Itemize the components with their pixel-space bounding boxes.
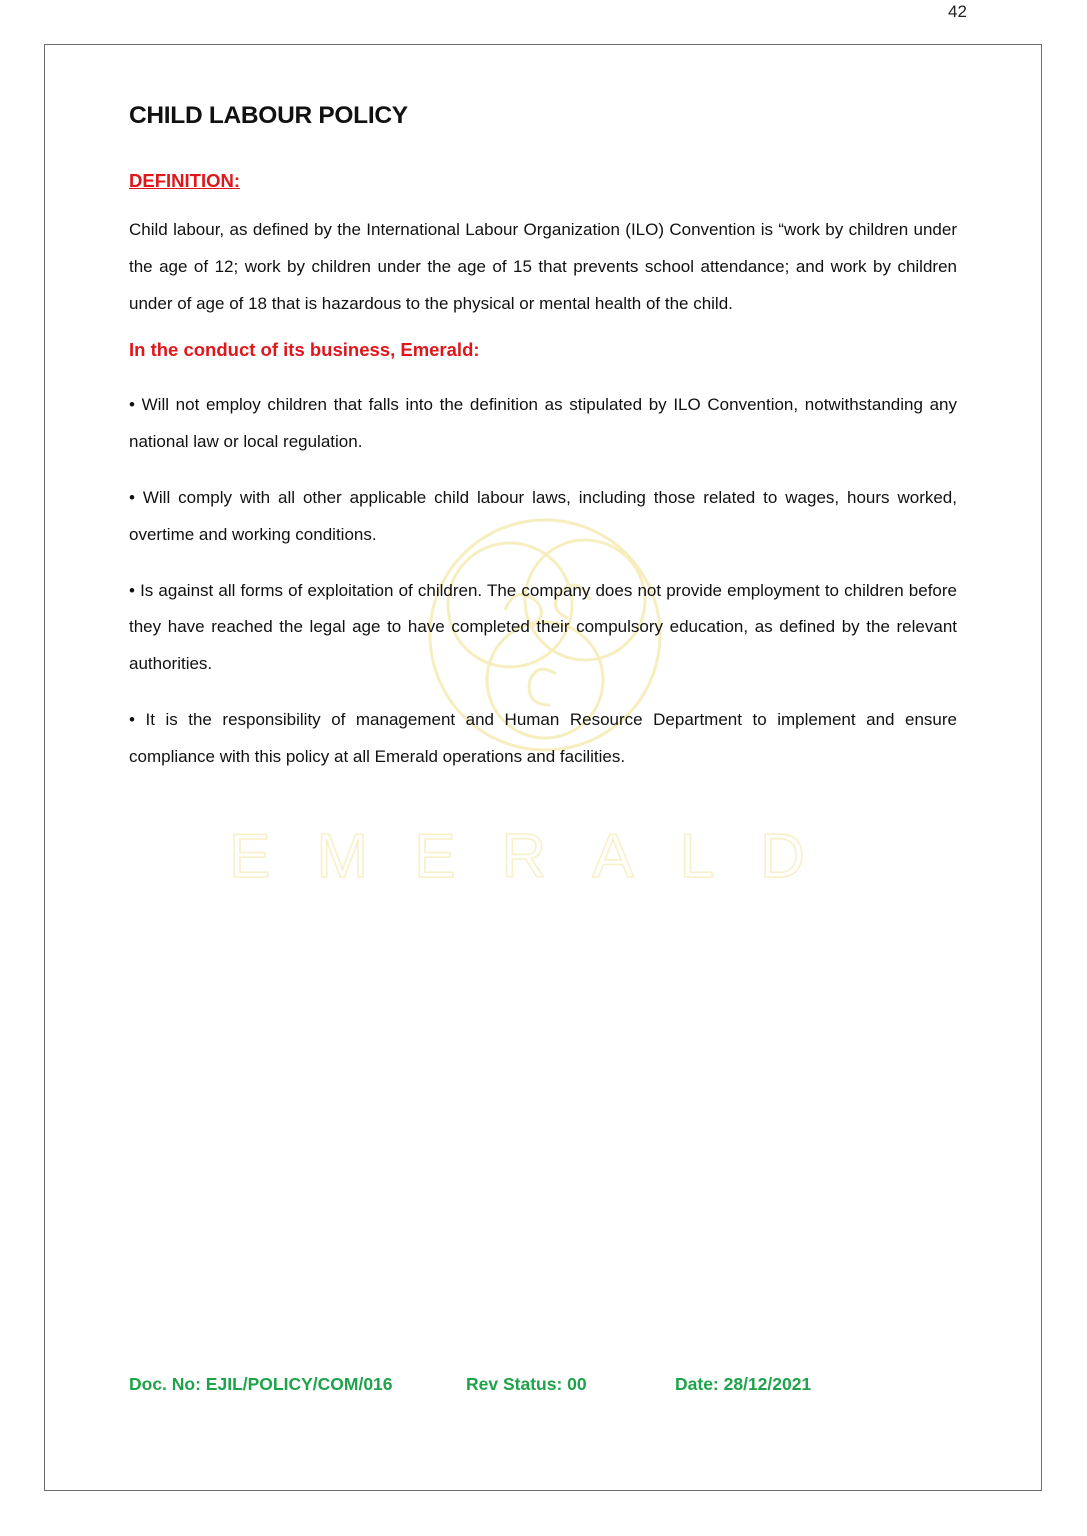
bullet-item: • Is against all forms of exploitation of children. The company does not provide employment to children before they have reached the legal age to have completed their compulsory education, as defined by the relevant authorities. <box>129 580 957 674</box>
doc-number: Doc. No: EJIL/POLICY/COM/016 <box>129 1374 393 1394</box>
watermark-text: EMERALD <box>229 822 851 891</box>
bullet-item: • It is the responsibility of management and Human Resource Department to implement and ensure compliance with this policy at all Emerald operations and facilities. <box>129 709 957 766</box>
bullet-item: • Will comply with all other applicable child labour laws, including those related to wages, hours worked, overtime and working conditions. <box>129 487 957 544</box>
rev-status: Rev Status: 00 <box>466 1374 587 1394</box>
bullet-item: • Will not employ children that falls into the definition as stipulated by ILO Convention, notwithstanding any national law or local regulation. <box>129 395 957 452</box>
doc-date: Date: 28/12/2021 <box>675 1374 812 1394</box>
definition-heading: DEFINITION: <box>129 170 240 191</box>
conduct-heading: In the conduct of its business, Emerald: <box>129 339 480 361</box>
document-body <box>129 96 957 776</box>
page-number: 42 <box>948 2 967 21</box>
page-title: CHILD LABOUR POLICY <box>129 102 408 129</box>
definition-text: Child labour, as defined by the International Labour Organization (ILO) Convention is “work by children under the age of 12; work by children under the age of 15 that prevents school attendance; and work by children under of age of 18 that is hazardous to the physical or mental health of the child. <box>129 220 957 313</box>
